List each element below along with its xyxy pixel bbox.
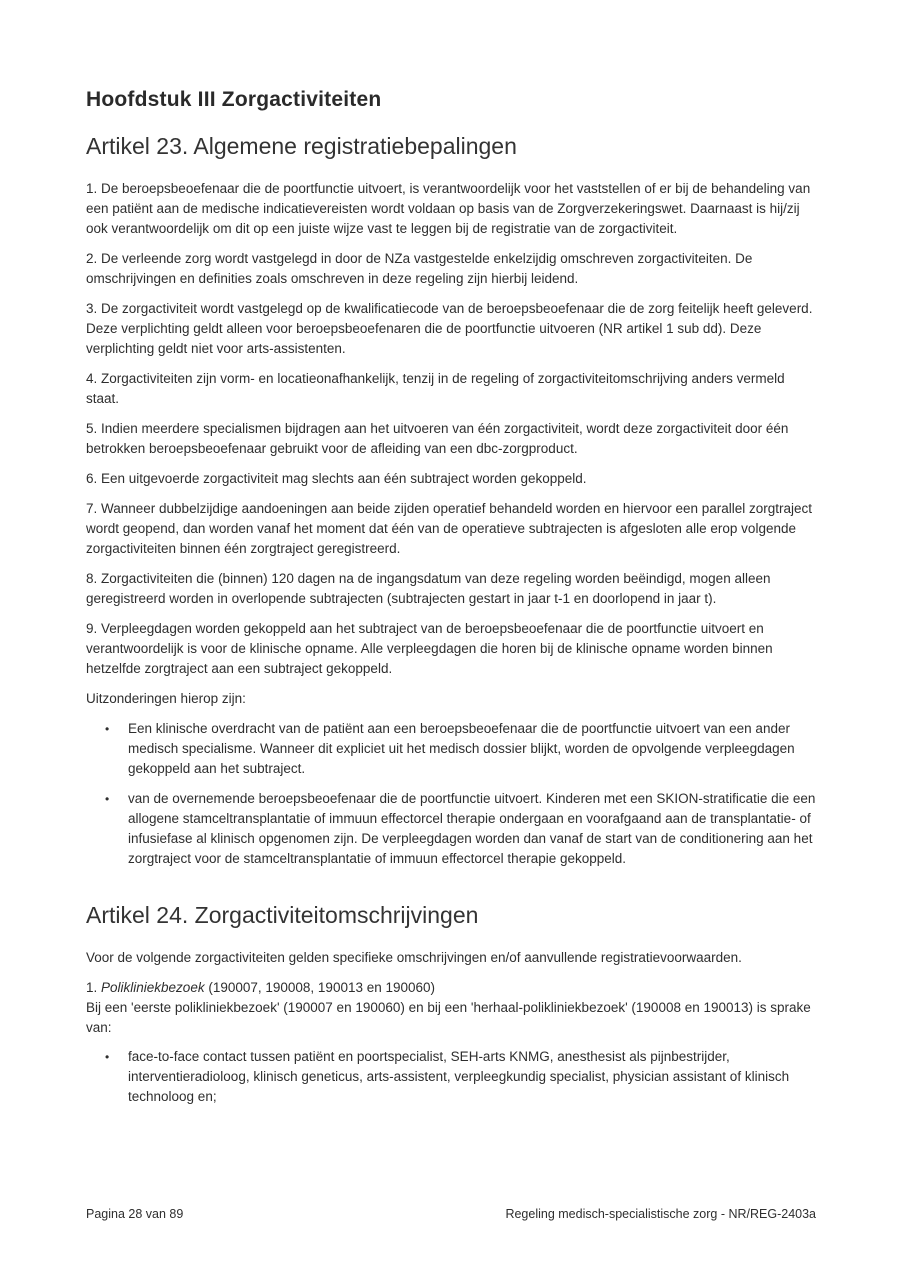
article-23-paragraph-8: 8. Zorgactiviteiten die (binnen) 120 dagen na de ingangsdatum van deze regeling worden beëindigd, mogen alleen geregistreerd worden in overlopende subtrajecten (subtrajecten gestart in jaar t-1 en doorlopend in jaar t). xyxy=(86,571,771,606)
chapter-title: Hoofdstuk III Zorgactiviteiten xyxy=(86,88,382,111)
article-23-title: Artikel 23. Algemene registratiebepalingen xyxy=(86,133,517,159)
item-1-number: 1. xyxy=(86,980,102,995)
document-page xyxy=(86,88,816,1117)
article-23-paragraph-3: 3. De zorgactiviteit wordt vastgelegd op de kwalificatiecode van de beroepsbeoefenaar die de zorg feitelijk heeft geleverd. Deze verplichting geldt alleen voor beroepsbeoefenaren die de poortfunctie uitvoeren (NR artikel 1 sub dd). Deze verplichting geldt niet voor arts-assistenten. xyxy=(86,301,813,356)
article-24-title: Artikel 24. Zorgactiviteitomschrijvingen xyxy=(86,902,479,928)
article-23-paragraph-9: 9. Verpleegdagen worden gekoppeld aan het subtraject van de beroepsbeoefenaar die de poortfunctie uitvoert en verantwoordelijk is voor de klinische opname. Alle verpleegdagen die horen bij de klinische opname worden binnen hetzelfde zorgtraject aan een subtraject gekoppeld. xyxy=(86,621,773,676)
item-1-codes: (190007, 190008, 190013 en 190060) xyxy=(204,980,436,995)
exception-item-1: • Een klinische overdracht van de patiënt aan een beroepsbeoefenaar die de poortfunctie uitvoert van een ander medisch specialisme. Wanneer dit expliciet uit het medisch dossier blijkt, worden de opvolgende verpleegdagen gekoppeld aan het subtraject. xyxy=(105,719,816,779)
item-1-bullet-list xyxy=(86,1047,816,1107)
item-1-bullet-1: • face-to-face contact tussen patiënt en poortspecialist, SEH-arts KNMG, anesthesist als pijnbestrijder, interventieradioloog, klinisch geneticus, arts-assistent, verpleegkundig specialist, physician assistant of klinisch technoloog en; xyxy=(105,1047,816,1107)
footer-page-number: Pagina 28 van 89 xyxy=(86,1207,184,1221)
article-23-paragraph-5: 5. Indien meerdere specialismen bijdragen aan het uitvoeren van één zorgactiviteit, wordt deze zorgactiviteit door één betrokken beroepsbeoefenaar gebruikt voor de afleiding van een dbc-zorgproduct. xyxy=(86,421,789,456)
item-1-description: Bij een 'eerste polikliniekbezoek' (190007 en 190060) en bij een 'herhaal-polikliniekbezoek' (190008 en 190013) is sprake van: xyxy=(86,1000,811,1035)
article-23-paragraph-2: 2. De verleende zorg wordt vastgelegd in door de NZa vastgestelde enkelzijdig omschreven zorgactiviteiten. De omschrijvingen en definities zoals omschreven in deze regeling zijn hierbij leidend. xyxy=(86,251,753,286)
exceptions-intro: Uitzonderingen hierop zijn: xyxy=(86,691,246,706)
footer-document-title: Regeling medisch-specialistische zorg - NR/REG-2403a xyxy=(505,1207,816,1221)
exception-item-2: • van de overnemende beroepsbeoefenaar die de poortfunctie uitvoert. Kinderen met een SKION-stratificatie die een allogene stamceltransplantatie of immuun effectorcel therapie ondergaan en voorafgaand aan de transplantatie- of infusiefase al klinisch opgenomen zijn. De verpleegdagen worden dan vanaf de start van de conditionering aan het zorgtraject voor de stamceltransplantatie of immuun effectorcel therapie gekoppeld. xyxy=(105,789,816,869)
article-23-paragraph-7: 7. Wanneer dubbelzijdige aandoeningen aan beide zijden operatief behandeld worden en hiervoor een parallel zorgtraject wordt geopend, dan worden vanaf het moment dat één van de operatieve subtrajecten is afgesloten alle erop volgende zorgactiviteiten binnen één zorgtraject geregistreerd. xyxy=(86,501,813,556)
article-23-paragraph-6: 6. Een uitgevoerde zorgactiviteit mag slechts aan één subtraject worden gekoppeld. xyxy=(86,471,587,486)
item-1-name: Polikliniekbezoek xyxy=(101,980,205,995)
item-1-heading xyxy=(86,978,816,998)
item-1-polikliniekbezoek xyxy=(86,978,816,1038)
article-23-paragraph-1: 1. De beroepsbeoefenaar die de poortfunctie uitvoert, is verantwoordelijk voor het vaststellen of er bij de behandeling van een patiënt aan de medische indicatievereisten wordt voldaan op basis van de Zorgverzekeringswet. Daarnaast is hij/zij ook verantwoordelijk om dit op een juiste wijze vast te leggen bij de registratie van de zorgactiviteit. xyxy=(86,181,811,236)
page-footer xyxy=(86,1207,816,1221)
article-24-intro: Voor de volgende zorgactiviteiten gelden specifieke omschrijvingen en/of aanvullende registratievoorwaarden. xyxy=(86,950,742,965)
exceptions-list xyxy=(86,719,816,869)
article-23-paragraph-4: 4. Zorgactiviteiten zijn vorm- en locatieonafhankelijk, tenzij in de regeling of zorgactiviteitomschrijving anders vermeld staat. xyxy=(86,371,785,406)
